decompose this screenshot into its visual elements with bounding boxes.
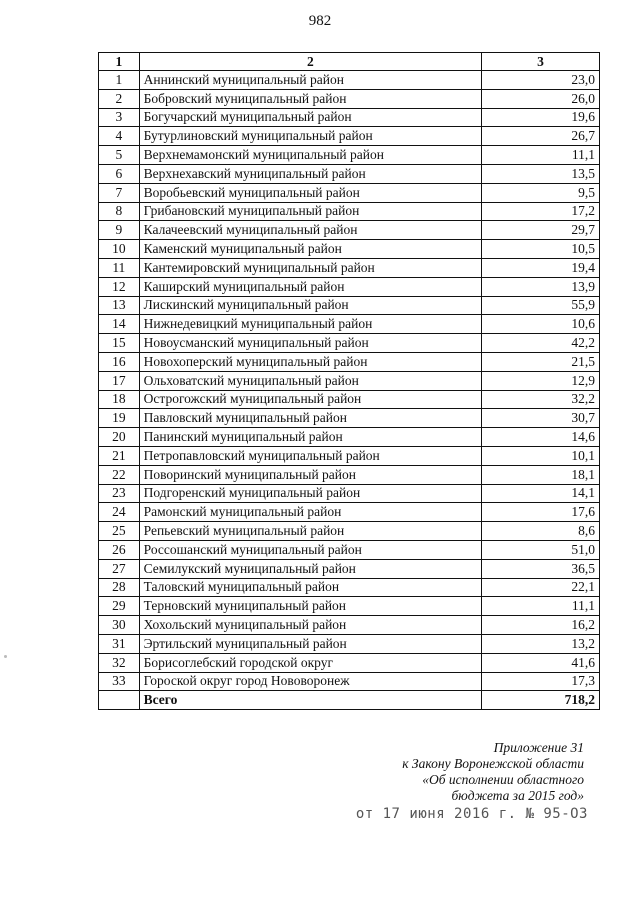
table-row [99, 277, 600, 296]
row-name: Воробьевский муниципальный район [139, 183, 481, 202]
table-row [99, 484, 600, 503]
row-name: Лискинский муниципальный район [139, 296, 481, 315]
row-number: 9 [99, 221, 140, 240]
row-number: 29 [99, 597, 140, 616]
table-row [99, 315, 600, 334]
row-name: Бутурлиновский муниципальный район [139, 127, 481, 146]
table-row [99, 108, 600, 127]
row-value: 18,1 [482, 465, 600, 484]
row-name: Хохольский муниципальный район [139, 616, 481, 635]
row-value: 26,0 [482, 89, 600, 108]
table-row [99, 540, 600, 559]
table-row [99, 409, 600, 428]
table-row [99, 522, 600, 541]
table-row [99, 390, 600, 409]
row-name: Ольховатский муниципальный район [139, 371, 481, 390]
row-name: Россошанский муниципальный район [139, 540, 481, 559]
table-row [99, 672, 600, 691]
row-name: Терновский муниципальный район [139, 597, 481, 616]
table-row [99, 428, 600, 447]
table-row [99, 258, 600, 277]
row-name: Эртильский муниципальный район [139, 634, 481, 653]
date-stamp: от 17 июня 2016 г. № 95-ОЗ [355, 806, 588, 822]
appendix-title: Приложение 31 [493, 740, 584, 755]
row-name: Панинский муниципальный район [139, 428, 481, 447]
row-value: 21,5 [482, 352, 600, 371]
table-row [99, 89, 600, 108]
row-number: 32 [99, 653, 140, 672]
row-name: Всего [139, 691, 481, 710]
budget-table [98, 52, 600, 710]
row-name: Бобровский муниципальный район [139, 89, 481, 108]
row-value: 10,6 [482, 315, 600, 334]
appendix-subject-1: «Об исполнении областного [422, 772, 584, 787]
row-number: 12 [99, 277, 140, 296]
row-value: 19,6 [482, 108, 600, 127]
table-row [99, 146, 600, 165]
row-number: 22 [99, 465, 140, 484]
row-number: 3 [99, 108, 140, 127]
row-name: Поворинский муниципальный район [139, 465, 481, 484]
header-col-1: 1 [99, 53, 140, 71]
row-value: 11,1 [482, 146, 600, 165]
row-number: 15 [99, 334, 140, 353]
row-name: Семилукский муниципальный район [139, 559, 481, 578]
row-name: Борисоглебский городской округ [139, 653, 481, 672]
row-number: 8 [99, 202, 140, 221]
row-number: 16 [99, 352, 140, 371]
row-value: 13,5 [482, 164, 600, 183]
row-value: 13,2 [482, 634, 600, 653]
row-value: 42,2 [482, 334, 600, 353]
row-name: Грибановский муниципальный район [139, 202, 481, 221]
row-value: 14,6 [482, 428, 600, 447]
row-name: Рамонский муниципальный район [139, 503, 481, 522]
row-name: Таловский муниципальный район [139, 578, 481, 597]
row-number: 6 [99, 164, 140, 183]
row-name: Петропавловский муниципальный район [139, 446, 481, 465]
row-number: 5 [99, 146, 140, 165]
table-row [99, 240, 600, 259]
table-row [99, 634, 600, 653]
row-value: 10,5 [482, 240, 600, 259]
table-row [99, 503, 600, 522]
row-value: 26,7 [482, 127, 600, 146]
row-value: 29,7 [482, 221, 600, 240]
row-name: Аннинский муниципальный район [139, 71, 481, 90]
row-number: 17 [99, 371, 140, 390]
row-number: 19 [99, 409, 140, 428]
table-row [99, 352, 600, 371]
row-number: 4 [99, 127, 140, 146]
row-value: 51,0 [482, 540, 600, 559]
row-name: Новоусманский муниципальный район [139, 334, 481, 353]
row-number: 33 [99, 672, 140, 691]
table-total-row [99, 691, 600, 710]
row-number: 23 [99, 484, 140, 503]
page-number: 982 [308, 13, 332, 29]
row-name: Репьевский муниципальный район [139, 522, 481, 541]
row-number: 2 [99, 89, 140, 108]
row-name: Гороской округ город Нововоронеж [139, 672, 481, 691]
row-name: Калачеевский муниципальный район [139, 221, 481, 240]
table-row [99, 616, 600, 635]
row-name: Каменский муниципальный район [139, 240, 481, 259]
appendix-subject-2: бюджета за 2015 год» [451, 788, 584, 803]
row-value: 8,6 [482, 522, 600, 541]
row-number: 7 [99, 183, 140, 202]
table-row [99, 578, 600, 597]
row-name: Кантемировский муниципальный район [139, 258, 481, 277]
row-name: Каширский муниципальный район [139, 277, 481, 296]
row-value: 9,5 [482, 183, 600, 202]
table-row [99, 127, 600, 146]
row-number: 28 [99, 578, 140, 597]
row-number: 31 [99, 634, 140, 653]
row-number: 13 [99, 296, 140, 315]
row-name: Богучарский муниципальный район [139, 108, 481, 127]
row-value: 19,4 [482, 258, 600, 277]
row-value: 23,0 [482, 71, 600, 90]
row-name: Новохоперский муниципальный район [139, 352, 481, 371]
margin-mark [4, 655, 7, 658]
row-value: 12,9 [482, 371, 600, 390]
table-row [99, 202, 600, 221]
row-name: Павловский муниципальный район [139, 409, 481, 428]
table-row [99, 653, 600, 672]
row-value: 718,2 [482, 691, 600, 710]
table-row [99, 164, 600, 183]
table-row [99, 221, 600, 240]
table-body [99, 71, 600, 710]
row-value: 17,3 [482, 672, 600, 691]
row-number: 30 [99, 616, 140, 635]
row-number: 27 [99, 559, 140, 578]
row-number: 1 [99, 71, 140, 90]
row-number [99, 691, 140, 710]
row-number: 26 [99, 540, 140, 559]
table-row [99, 296, 600, 315]
row-value: 11,1 [482, 597, 600, 616]
table-row [99, 465, 600, 484]
row-number: 20 [99, 428, 140, 447]
row-value: 10,1 [482, 446, 600, 465]
row-number: 24 [99, 503, 140, 522]
appendix-note [402, 740, 584, 804]
header-col-2: 2 [139, 53, 481, 71]
table-row [99, 446, 600, 465]
row-name: Верхнехавский муниципальный район [139, 164, 481, 183]
row-number: 14 [99, 315, 140, 334]
row-value: 22,1 [482, 578, 600, 597]
row-value: 30,7 [482, 409, 600, 428]
row-name: Верхнемамонский муниципальный район [139, 146, 481, 165]
row-name: Острогожский муниципальный район [139, 390, 481, 409]
table-row [99, 559, 600, 578]
row-number: 25 [99, 522, 140, 541]
row-value: 32,2 [482, 390, 600, 409]
row-name: Подгоренский муниципальный район [139, 484, 481, 503]
row-value: 16,2 [482, 616, 600, 635]
row-name: Нижнедевицкий муниципальный район [139, 315, 481, 334]
table-row [99, 71, 600, 90]
appendix-law: к Закону Воронежской области [402, 756, 584, 771]
table-row [99, 334, 600, 353]
table-header-row [99, 53, 600, 71]
row-number: 21 [99, 446, 140, 465]
table-row [99, 371, 600, 390]
row-value: 17,2 [482, 202, 600, 221]
row-number: 10 [99, 240, 140, 259]
row-value: 13,9 [482, 277, 600, 296]
row-value: 14,1 [482, 484, 600, 503]
row-value: 17,6 [482, 503, 600, 522]
row-number: 18 [99, 390, 140, 409]
row-value: 41,6 [482, 653, 600, 672]
row-value: 36,5 [482, 559, 600, 578]
row-number: 11 [99, 258, 140, 277]
header-col-3: 3 [482, 53, 600, 71]
table-row [99, 597, 600, 616]
row-value: 55,9 [482, 296, 600, 315]
table-row [99, 183, 600, 202]
